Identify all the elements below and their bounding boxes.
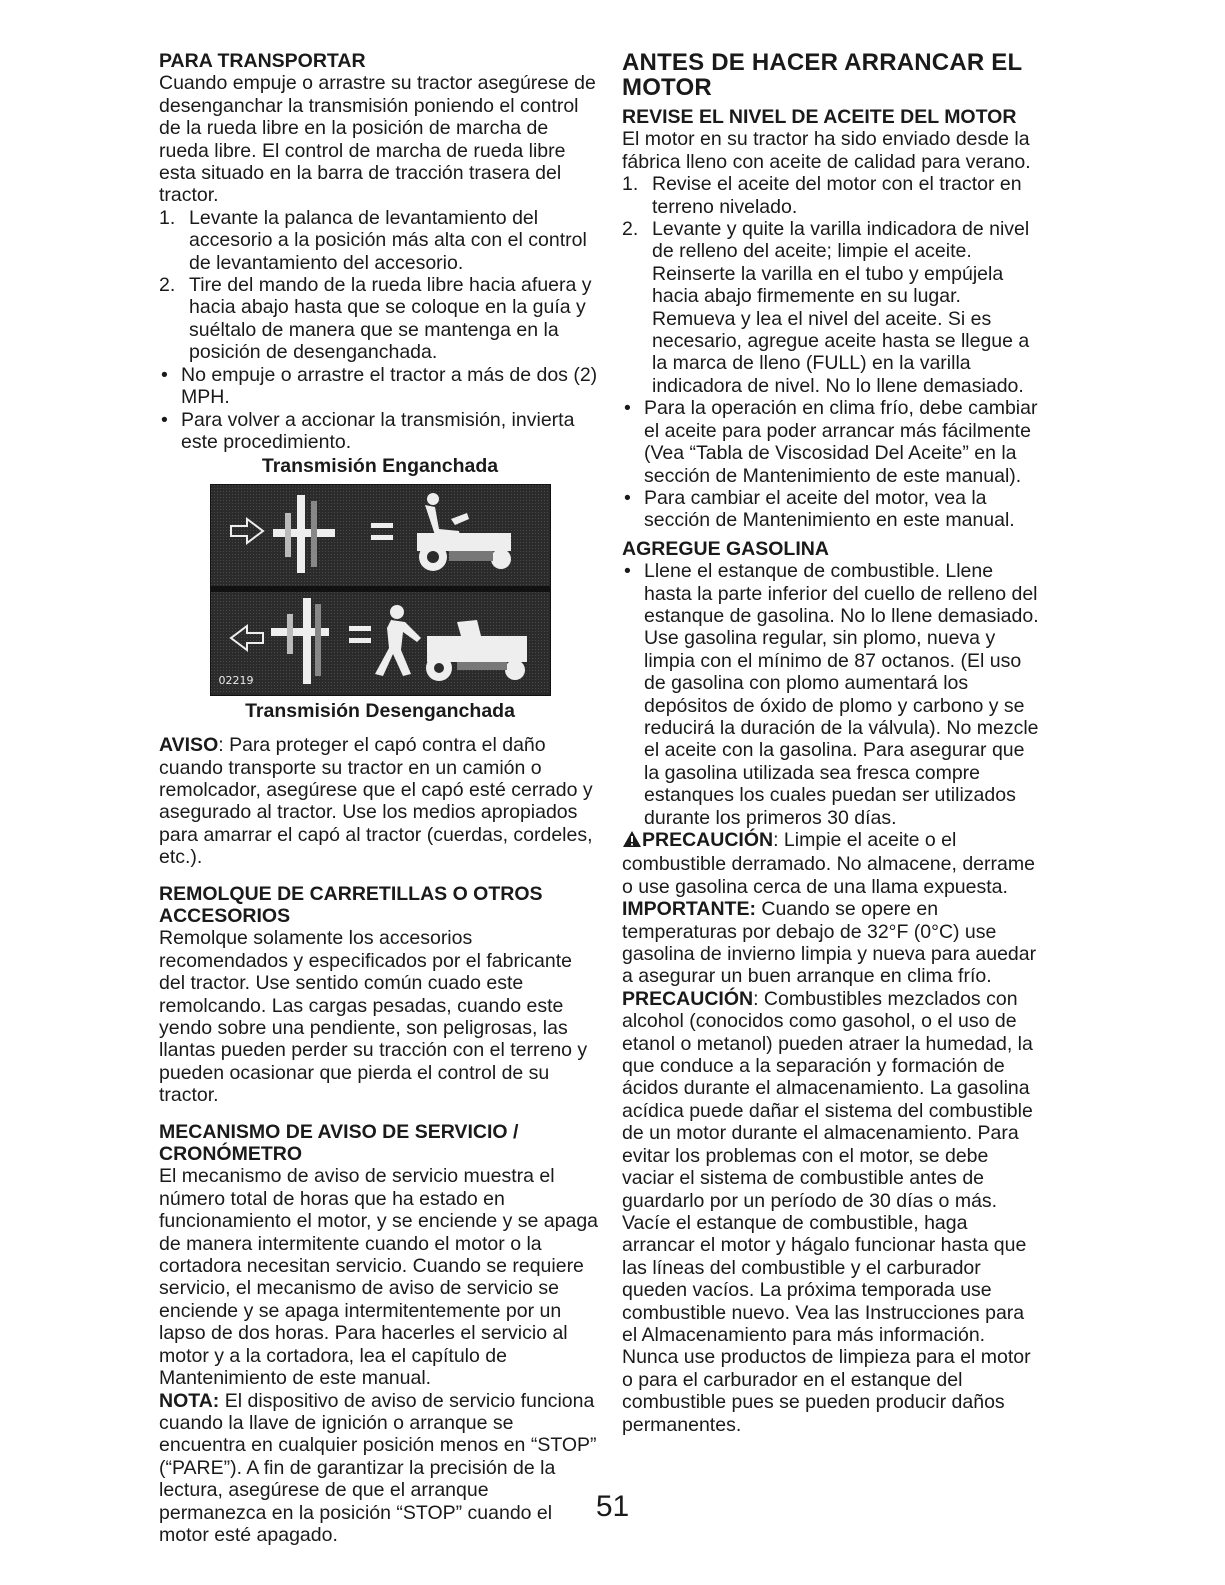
aviso-text: : Para proteger el capó contra el daño cuando transporte su tractor en un camión o remolcador, asegúrese que el capó esté cerrado y asegurado al tractor. Use los medios apropiados para amarrar el capó al tractor (cuerdas, cordeles, etc.).: [159, 734, 593, 869]
caution2-paragraph: [622, 988, 1042, 1436]
disengaged-panel: [211, 592, 550, 693]
oil-intro: El motor en su tractor ha sido enviado desde la fábrica lleno con aceite de calidad para verano.: [622, 128, 1031, 173]
bullet-icon: •: [624, 560, 631, 583]
oil-step: [622, 218, 1042, 397]
caution1-paragraph: [622, 829, 1042, 898]
oil-section: [622, 106, 1042, 532]
right-column: [622, 50, 1042, 1436]
transport-step: [159, 274, 601, 364]
fuel-heading: AGREGUE GASOLINA: [622, 537, 829, 560]
step-number: 1.: [622, 173, 639, 196]
bullet-icon: •: [624, 397, 631, 420]
step-number: 1.: [159, 206, 176, 229]
service-text: El mecanismo de aviso de servicio muestra el número total de horas que ha estado en funcionamiento el motor, y se enciende y se apaga de manera intermitente cuando el motor o la cortadora necesitan servicio. Cuando se requiere servicio, el mecanismo de aviso de servicio se enciende y se apaga intermitentemente por un lapso de dos horas. Para hacerles el servicio al motor y a la cortadora, lea el capítulo de Mantenimiento de este manual.: [159, 1165, 599, 1390]
bullet-text: No empuje o arrastre el tractor a más de dos (2) MPH.: [181, 363, 598, 409]
figure-title-disengaged: Transmisión Desenganchada: [245, 699, 515, 722]
bullet-item: [622, 560, 1042, 829]
step-number: 2.: [159, 274, 176, 297]
disengaged-diagram-icon: [211, 592, 550, 693]
bullet-item: [622, 487, 1042, 532]
oil-heading: REVISE EL NIVEL DE ACEITE DEL MOTOR: [622, 106, 1017, 128]
caution2-text: : Combustibles mezclados con alcohol (conocidos como gasohol, o el uso de etanol o metanol) pueden atraer la humedad, la que conduce a la separación y formación de ácidos durante el almacenamiento. La gasolina acídica puede dañar el sistema del combustible de un motor durante el almacenamiento. Para evitar los problemas con el motor, se debe vaciar el sistema de combustible antes de guardarlo por un período de 30 días o más. Vacíe el estanque de combustible, haga arrancar el motor y hágalo funcionar hasta que las líneas del combustible y el carburador queden vacíos. La próxima temporada use combustible nuevo. Vea las Instrucciones para el Almacenamiento para más información. Nunca use productos de limpieza para el motor o para el carburador en el estanque del combustible pues se pueden producir daños permanentes.: [622, 987, 1033, 1436]
transport-steps: [159, 207, 601, 364]
bullet-icon: •: [161, 363, 168, 386]
towing-text: Remolque solamente los accesorios recomendados y especificados por el fabricante del tractor. Use sentido común cuado este remolcando. Las cargas pesadas, cuando este yendo sobre una pendiente, son peligrosas, las llantas pueden perder su tracción con el terreno y pueden ocasionar que pierda el control de su tractor.: [159, 927, 588, 1107]
page-number: 51: [595, 1490, 630, 1523]
bullet-text: Para volver a accionar la transmisión, invierta este procedimiento.: [181, 408, 575, 453]
step-number: 2.: [622, 218, 639, 241]
bullet-icon: •: [161, 408, 168, 431]
step-text: Revise el aceite del motor con el tractor en terreno nivelado.: [652, 173, 1022, 218]
towing-heading: REMOLQUE DE CARRETILLAS O OTROS ACCESORIOS: [159, 882, 543, 927]
step-text: Tire del mando de la rueda libre hacia afuera y hacia abajo hasta que se coloque en la guía y suéltalo de manera que se mantenga en la posición de desenganchada.: [189, 274, 592, 364]
step-text: Levante y quite la varilla indicadora de nivel de relleno del aceite; limpie el aceite. Reinserte la varilla en el tubo y empújela hacia abajo firmemente en su lugar. Remueva y lea el nivel del aceite. Si es necesario, agregue aceite hasta se llegue a la marca de lleno (FULL) en la varilla indicadora de nivel. No lo llene demasiado.: [652, 218, 1030, 397]
engaged-panel: [211, 485, 550, 586]
bullet-text: Para la operación en clima frío, debe cambiar el aceite para poder arrancar más fácilmente (Vea “Tabla de Viscosidad Del Aceite” en la sección de Mantenimiento de este manual).: [644, 397, 1038, 487]
important-paragraph: [622, 898, 1042, 988]
bullet-item: [622, 397, 1042, 487]
oil-steps: [622, 173, 1042, 397]
transmission-figure: [210, 484, 551, 696]
bullet-item: [159, 364, 601, 409]
transport-step: [159, 207, 601, 274]
caution1-label: PRECAUCIÓN: [642, 829, 774, 851]
oil-step: [622, 173, 1042, 218]
nota-text: El dispositivo de aviso de servicio funciona cuando la llave de ignición o arranque se encuentra en cualquier posición menos en “STOP” (“PARE”). A fin de garantizar la precisión de la lectura, asegúrese de que el arranque permanezca en la posición “STOP” cuando el motor esté apagado.: [159, 1389, 597, 1546]
service-heading: MECANISMO DE AVISO DE SERVICIO / CRONÓMETRO: [159, 1120, 519, 1166]
left-column: [159, 50, 601, 1546]
transport-section: [159, 50, 601, 869]
bullet-item: [159, 409, 601, 454]
aviso-label: AVISO: [159, 734, 219, 757]
service-section: [159, 1121, 601, 1547]
important-text: Cuando se opere en temperaturas por debajo de 32°F (0°C) use gasolina de invierno limpia y nueva para auedar a asegurar un buen arranque en clima frío.: [622, 898, 1037, 988]
nota-label: NOTA:: [159, 1389, 220, 1412]
caution1-text: : Limpie el aceite o el combustible derramado. No almacene, derrame o use gasolina cerca de una llama expuesta.: [622, 829, 1035, 898]
transport-bullets: [159, 364, 601, 454]
bullet-text: Llene el estanque de combustible. Llene hasta la parte inferior del cuello de relleno del estanque de gasolina. No lo llene demasiado. Use gasolina regular, sin plomo, nueva y limpia con el mínimo de 87 octanos. (El uso de gasolina con plomo aumentará los depósitos de óxido de plomo y carbono y se reducirá la duración de la válvula). No mezcle el aceite con la gasolina. Para asegurar que la gasolina utilizada sea fresca compre estanques los cuales puedan ser utilizados durante los primeros 30 días.: [644, 560, 1039, 829]
fuel-section: [622, 538, 1042, 1436]
bullet-text: Para cambiar el aceite del motor, vea la sección de Mantenimiento en este manual.: [644, 486, 1015, 532]
important-label: IMPORTANTE:: [622, 898, 756, 921]
bullet-icon: •: [624, 486, 631, 509]
fuel-bullets: [622, 560, 1042, 829]
oil-bullets: [622, 397, 1042, 531]
warning-icon: [622, 830, 642, 853]
transport-intro: Cuando empuje o arrastre su tractor asegúrese de desenganchar la transmisión poniendo el control de la rueda libre en la posición de marcha de rueda libre. El control de marcha de rueda libre esta situado en la barra de tracción trasera del tractor.: [159, 72, 596, 207]
figure-title-engaged: Transmisión Enganchada: [261, 455, 499, 478]
step-text: Levante la palanca de levantamiento del accesorio a la posición más alta con el control de levantamiento del accesorio.: [189, 206, 587, 274]
transport-heading: PARA TRANSPORTAR: [159, 50, 366, 72]
engaged-diagram-icon: [211, 485, 550, 586]
main-heading: ANTES DE HACER ARRANCAR EL MOTOR: [622, 49, 1022, 101]
caution2-label: PRECAUCIÓN: [622, 987, 754, 1010]
figure-code: 02219: [218, 674, 254, 688]
towing-section: [159, 883, 601, 1107]
aviso-paragraph: [159, 734, 601, 868]
